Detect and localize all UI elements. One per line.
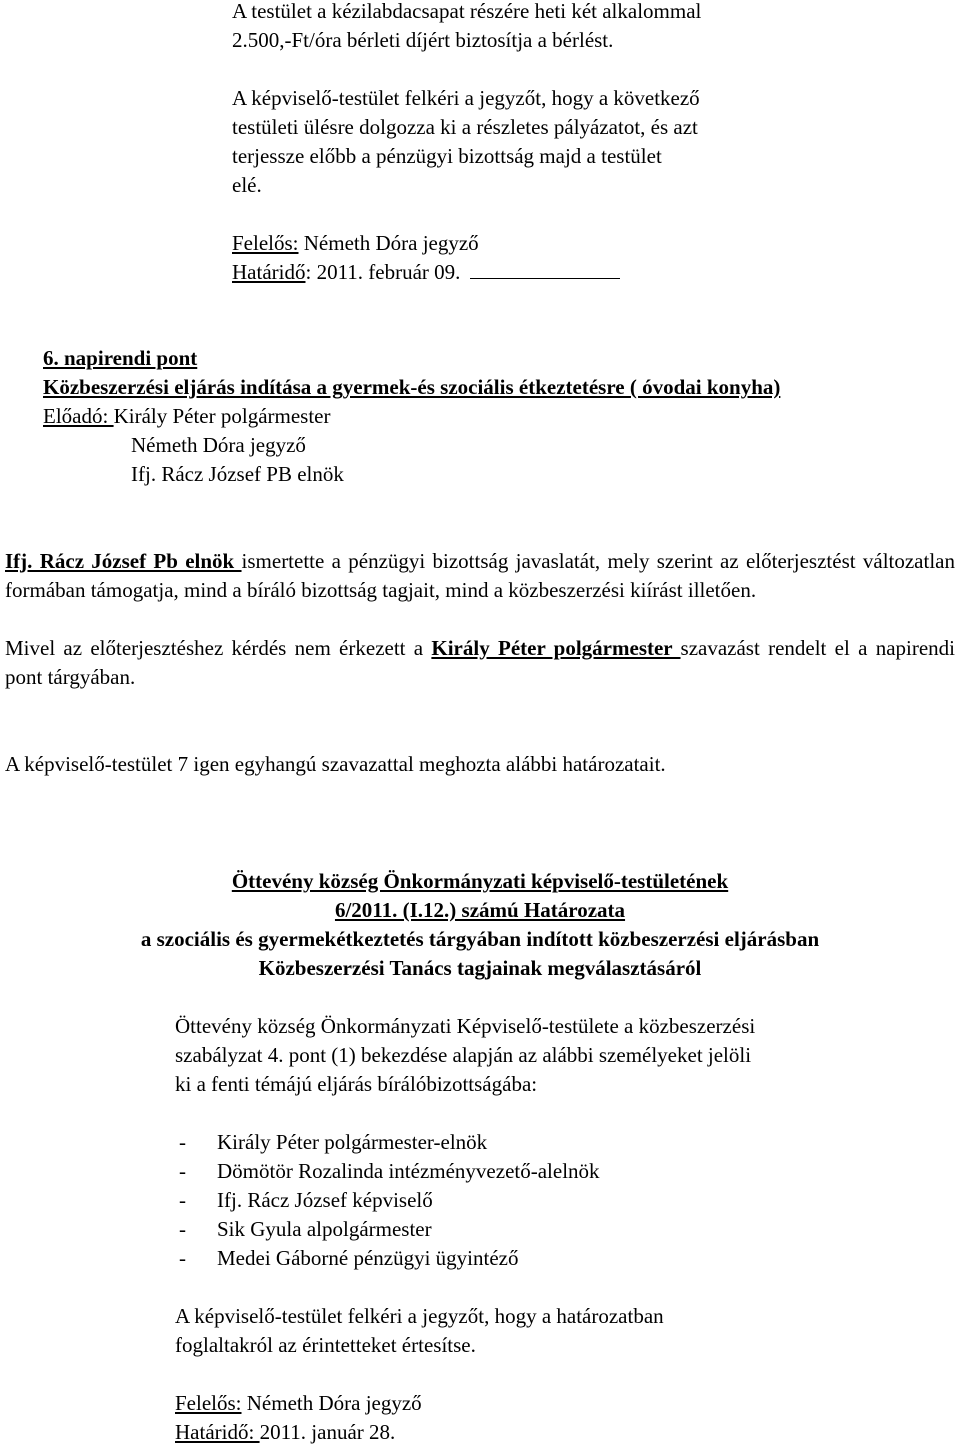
resolution-body-name: Öttevény község Önkormányzati képviselő-testületének — [231, 869, 729, 893]
resolution-closing — [175, 1302, 935, 1360]
text-line: terjessze előbb a pénzügyi bizottság majd a testület — [232, 144, 662, 168]
mayor-name: Király Péter polgármester — [431, 636, 681, 660]
paragraph-vote-result: A képviselő-testület 7 igen egyhangú szavazattal meghozta alábbi határozatait. — [5, 752, 666, 776]
list-item: - Sik Gyula alpolgármester — [173, 1215, 935, 1244]
paragraph-pb-report — [5, 547, 955, 605]
resolution-deadline — [175, 1418, 935, 1447]
text-line: A képviselő-testület felkéri a jegyzőt, hogy a határozatban — [175, 1304, 664, 1328]
responsible-label: Felelős: — [232, 231, 299, 255]
agenda-number: 6. napirendi pont — [43, 346, 198, 370]
blank-line — [470, 258, 620, 279]
resolution-responsible — [175, 1389, 935, 1418]
paragraph-text: szavazást rendelt el a napirendi pont tárgyában. — [5, 636, 955, 689]
resolution-subject-2: Közbeszerzési Tanács tagjainak megválasztásáról — [258, 956, 702, 980]
text-line: A testület a kézilabdacsapat részére heti két alkalommal — [232, 0, 702, 23]
agenda-title: Közbeszerzési eljárás indítása a gyermek-és szociális étkeztetésre ( óvodai konyha) — [43, 375, 781, 399]
responsible-name: Németh Dóra jegyző — [298, 231, 479, 255]
prev-deadline — [232, 258, 701, 287]
list-item: - Dömötör Rozalinda intézményvezető-alelnök — [173, 1157, 935, 1186]
agenda-item — [43, 344, 943, 489]
text-line: A képviselő-testület felkéri a jegyzőt, hogy a következő — [232, 86, 700, 110]
deadline-label: Határidő — [232, 260, 306, 284]
presenter-2: Németh Dóra jegyző — [131, 433, 306, 457]
deadline-label: Határidő: — [175, 1420, 260, 1444]
presenter-label: Előadó: — [43, 404, 114, 428]
paragraph-text: Mivel az előterjesztéshez kérdés nem érkezett a — [5, 636, 432, 660]
prev-paragraph-1 — [232, 0, 701, 55]
prev-resolution-block — [232, 0, 701, 287]
committee-member-list — [173, 1128, 935, 1273]
text-line: 2.500,-Ft/óra bérleti díjért biztosítja a bérlést. — [232, 28, 614, 52]
paragraph-text: ismertette a pénzügyi bizottság javaslatát, mely szerint az előterjesztést változatlan formában támogatja, mind a bíráló bizottság tagjait, mind a közbeszerzési kiírást illetően. — [5, 549, 955, 602]
resolution-text — [175, 1012, 935, 1447]
text-line: Öttevény község Önkormányzati Képviselő-testülete a közbeszerzési — [175, 1014, 756, 1038]
presenter-line — [43, 402, 943, 431]
text-line: foglaltakról az érintetteket értesítse. — [175, 1333, 476, 1357]
resolution-heading — [0, 867, 960, 983]
presenter-1: Király Péter polgármester — [113, 404, 331, 428]
prev-paragraph-2 — [232, 84, 701, 200]
resolution-subject: a szociális és gyermekétkeztetés tárgyában indított közbeszerzési eljárásban — [140, 927, 820, 951]
text-line: elé. — [232, 173, 262, 197]
speaker-name: Ifj. Rácz József Pb elnök — [5, 549, 242, 573]
minutes-body — [5, 547, 955, 779]
prev-responsible — [232, 229, 701, 258]
resolution-intro — [175, 1012, 935, 1099]
deadline-value: : 2011. február 09. — [305, 260, 461, 284]
resolution-number: 6/2011. (I.12.) számú Határozata — [334, 898, 626, 922]
deadline-value: 2011. január 28. — [259, 1420, 396, 1444]
responsible-label: Felelős: — [175, 1391, 242, 1415]
text-line: szabályzat 4. pont (1) bekezdése alapján az alábbi személyeket jelöli — [175, 1043, 752, 1067]
text-line: testületi ülésre dolgozza ki a részletes pályázatot, és azt — [232, 115, 698, 139]
paragraph-vote-call — [5, 634, 955, 692]
list-item: - Ifj. Rácz József képviselő — [173, 1186, 935, 1215]
presenter-3: Ifj. Rácz József PB elnök — [131, 462, 344, 486]
list-item: - Király Péter polgármester-elnök — [173, 1128, 935, 1157]
text-line: ki a fenti témájú eljárás bírálóbizottságába: — [175, 1072, 538, 1096]
list-item: - Medei Gáborné pénzügyi ügyintéző — [173, 1244, 935, 1273]
responsible-name: Németh Dóra jegyző — [241, 1391, 422, 1415]
